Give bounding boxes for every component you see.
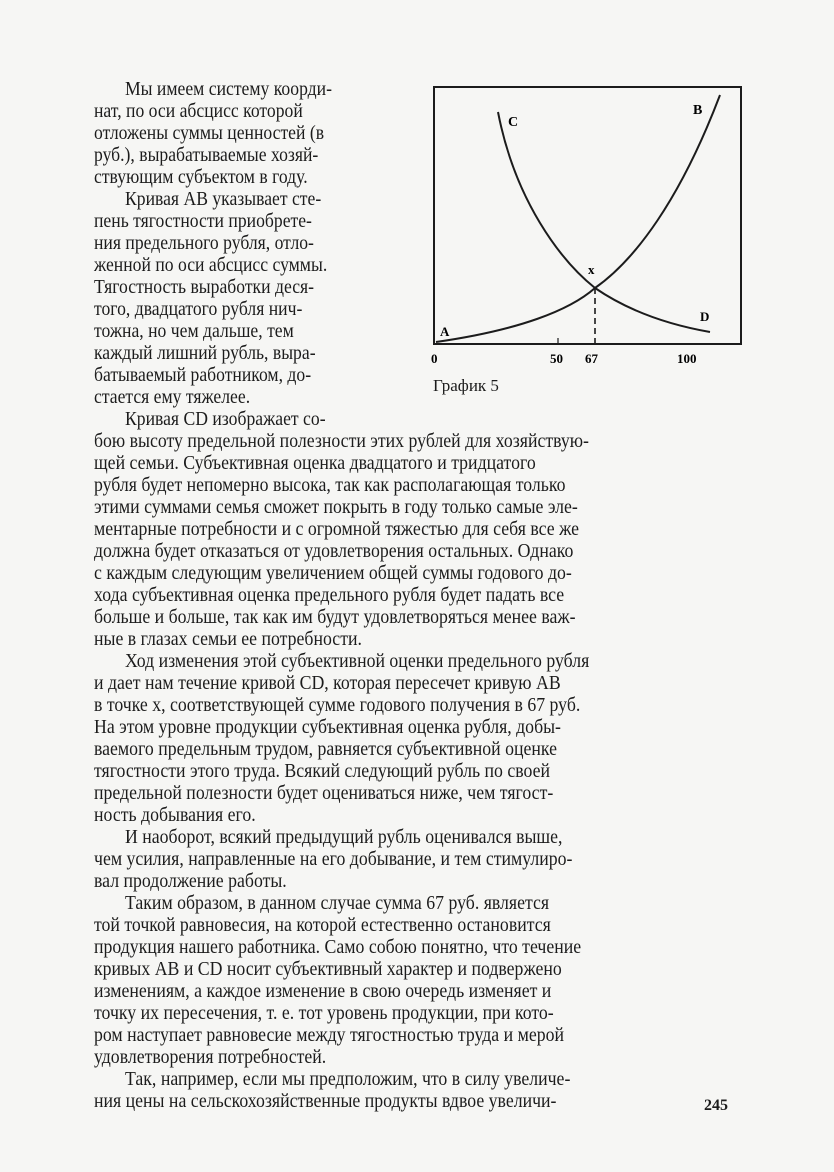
- text-line: изменениям, а каждое изменение в свою очередь изменяет и: [94, 981, 552, 1002]
- text-line: чем усилия, направленные на его добывание, и тем стимулиро-: [94, 849, 573, 870]
- tick-label-67: 67: [585, 351, 598, 366]
- graph-figure: [420, 80, 750, 380]
- text-line: отложены суммы ценностей (в: [94, 123, 325, 144]
- text-line: ментарные потребности и с огромной тяжестью для себя все же: [94, 519, 580, 540]
- text-line: точку их пересечения, т. е. тот уровень продукции, при кото-: [94, 1003, 554, 1024]
- text-line: Тягостность выработки деся-: [94, 277, 315, 298]
- text-line: стается ему тяжелее.: [94, 387, 251, 408]
- text-line: той точкой равновесия, на которой естественно остановится: [94, 915, 551, 936]
- text-line: того, двадцатого рубля нич-: [94, 299, 303, 320]
- graph-frame: [434, 87, 741, 344]
- text-line: хода субъективная оценка предельного рубля будет падать все: [94, 585, 565, 606]
- text-line: пень тягостности приобрете-: [94, 211, 312, 232]
- text-line: этими суммами семья сможет покрыть в году только самые эле-: [94, 497, 578, 518]
- text-line: удовлетворения потребностей.: [94, 1047, 327, 1068]
- text-line: ствующим субъектом в году.: [94, 167, 308, 188]
- text-line: щей семьи. Субъективная оценка двадцатого и тридцатого: [94, 453, 536, 474]
- text-line: должна будет отказаться от удовлетворения остальных. Однако: [94, 541, 574, 562]
- text-line: На этом уровне продукции субъективная оценка рубля, добы-: [94, 717, 561, 738]
- text-line: ром наступает равновесие между тягостностью труда и мерой: [94, 1025, 565, 1046]
- text-line: ния цены на сельскохозяйственные продукты вдвое увеличи-: [94, 1091, 557, 1112]
- text-line: Кривая AB указывает сте-: [125, 189, 322, 210]
- curve-cd: [498, 112, 710, 332]
- page-number: 245: [704, 1097, 728, 1114]
- text-line: продукция нашего работника. Само собою понятно, что течение: [94, 937, 582, 958]
- text-line: Кривая CD изображает со-: [125, 409, 326, 430]
- text-line: вал продолжение работы.: [94, 871, 287, 892]
- text-line: Так, например, если мы предположим, что в силу увеличе-: [125, 1069, 571, 1090]
- text-line: с каждым следующим увеличением общей суммы годового до-: [94, 563, 572, 584]
- text-line: нат, по оси абсцисс которой: [94, 101, 303, 122]
- label-c: C: [508, 115, 519, 130]
- curve-ab: [436, 95, 720, 342]
- text-line: женной по оси абсцисс суммы.: [94, 255, 328, 276]
- text-line: в точке x, соответствующей сумме годового получения в 67 руб.: [94, 695, 581, 716]
- tick-label-100: 100: [677, 351, 697, 366]
- text-line: И наоборот, всякий предыдущий рубль оценивался выше,: [125, 827, 563, 848]
- text-line: предельной полезности будет оцениваться ниже, чем тягост-: [94, 783, 554, 804]
- text-line: ность добывания его.: [94, 805, 256, 826]
- figure-caption: График 5: [433, 376, 499, 395]
- text-line: рубля будет непомерно высока, так как располагающая только: [94, 475, 566, 496]
- text-line: ния предельного рубля, отло-: [94, 233, 314, 254]
- label-x: x: [588, 262, 595, 277]
- label-b: B: [693, 103, 703, 118]
- text-line: и дает нам течение кривой CD, которая пересечет кривую AB: [94, 673, 561, 694]
- text-line: ваемого предельным трудом, равняется субъективной оценке: [94, 739, 557, 760]
- text-line: бою высоту предельной полезности этих рублей для хозяйствую-: [94, 431, 589, 452]
- tick-label-0: 0: [431, 351, 438, 366]
- label-a: A: [440, 324, 450, 339]
- text-line: каждый лишний рубль, выра-: [94, 343, 316, 364]
- text-line: тожна, но чем дальше, тем: [94, 321, 294, 342]
- text-line: кривых AB и CD носит субъективный характер и подвержено: [94, 959, 562, 980]
- text-line: батываемый работником, до-: [94, 365, 312, 386]
- text-line: Таким образом, в данном случае сумма 67 руб. является: [125, 893, 550, 914]
- text-line: Ход изменения этой субъективной оценки предельного рубля: [125, 651, 590, 672]
- text-line: ные в глазах семьи ее потребности.: [94, 629, 362, 650]
- text-line: больше и больше, так как им будут удовлетворяться менее важ-: [94, 607, 576, 628]
- label-d: D: [700, 309, 710, 324]
- text-line: Мы имеем систему коорди-: [125, 79, 332, 100]
- tick-label-50: 50: [550, 351, 563, 366]
- text-line: руб.), вырабатываемые хозяй-: [94, 145, 319, 166]
- text-line: тягостности этого труда. Всякий следующий рубль по своей: [94, 761, 551, 782]
